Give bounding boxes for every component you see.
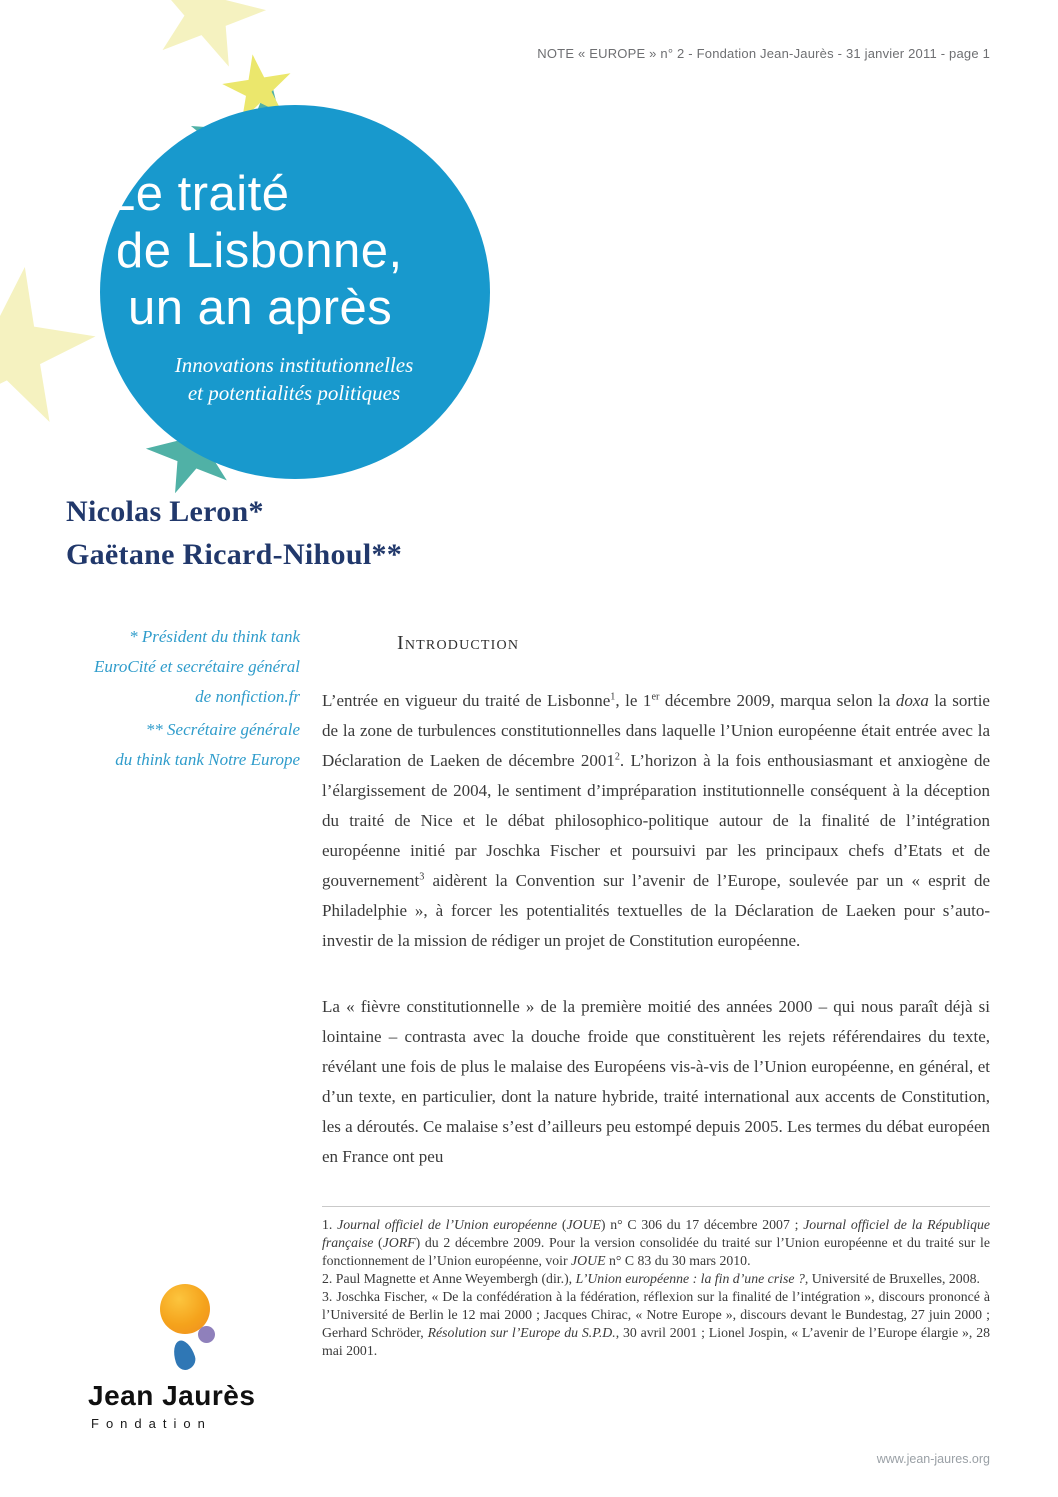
author-notes xyxy=(58,622,300,775)
title-line-3: un an après xyxy=(128,281,393,335)
author-note-2 xyxy=(58,715,300,775)
document-title xyxy=(108,166,480,407)
logo-subtitle: Fondation xyxy=(91,1416,212,1431)
title-line-2: de Lisbonne, xyxy=(116,224,403,278)
footnote-3: 3. Joschka Fischer, « De la confédération à la fédération, réflexion sur la finalité de l’intégration », discours prononcé à l’Université de Berlin le 12 mai 2000 ; Jacques Chirac, « Notre Europe », discours devant le Bundestag, 27 juin 2000 ; Gerhard Schröder, Résolution sur l’Europe du S.P.D., 30 avril 2001 ; Lionel Jospin, « L’avenir de l’Europe élargie », 28 mai 2001. xyxy=(322,1289,990,1358)
author-note-line: ** Secrétaire générale xyxy=(145,720,300,739)
author-note-line: EuroCité et secrétaire général xyxy=(94,657,300,676)
page-header: NOTE « EUROPE » n° 2 - Fondation Jean-Jaurès - 31 janvier 2011 - page 1 xyxy=(537,46,990,61)
star-icon xyxy=(0,254,108,442)
footnote-separator xyxy=(322,1206,990,1207)
authors-block xyxy=(66,490,402,576)
author-name-2: Gaëtane Ricard-Nihoul** xyxy=(66,538,403,571)
jean-jaures-logo-mark-icon xyxy=(88,1280,288,1380)
subtitle-line-1: Innovations institutionnelles xyxy=(174,353,414,377)
author-note-line: de nonfiction.fr xyxy=(195,687,300,706)
author-name-1: Nicolas Leron* xyxy=(66,495,264,528)
author-note-line: * Président du think tank xyxy=(129,627,300,646)
footnote-1: 1. Journal officiel de l’Union européenne (JOUE) n° C 306 du 17 décembre 2007 ; Journal officiel de la République française (JORF) du 2 décembre 2009. Pour la version consolidée du traité sur l’Union européenne et du traité sur le fonctionnement de l’Union européenne, voir JOUE n° C 83 du 30 mars 2010. xyxy=(322,1217,991,1268)
footnote-2: 2. Paul Magnette et Anne Weyembergh (dir.), L’Union européenne : la fin d’une crise ?, Université de Bruxelles, 2008. xyxy=(322,1271,980,1286)
jean-jaures-logo xyxy=(88,1280,288,1431)
logo-title: Jean Jaurès xyxy=(88,1380,256,1411)
author-note-1 xyxy=(58,622,300,712)
title-line-1: Le traité xyxy=(108,167,290,221)
author-note-line: du think tank Notre Europe xyxy=(115,750,300,769)
body-paragraph-1: L’entrée en vigueur du traité de Lisbonne$^1$, le 1er décembre 2009, marqua selon la doxa la sortie de la zone de turbulences constitutionnelles dans laquelle l’Union européenne était entrée avec la Déclaration de Laeken de décembre 2001$^2$. L’horizon à la fois enthousiasmant et anxiogène de l’élargissement de 2004, le sentiment d’impréparation institutionnelle conséquent à la déception du traité de Nice et le débat philosophico-politique autour de la finalité de l’intégration européenne initié par Joschka Fischer et poursuivi par les principaux chefs d’Etats et de gouvernement$^3$ aidèrent la Convention sur l’avenir de l’Europe, soulevée par un « esprit de Philadelphie », à forcer les potentialités textuelles de la Déclaration de Laeken pour s’auto-investir de la mission de rédiger un projet de Constitution européenne. xyxy=(322,691,990,950)
introduction-heading: Introduction xyxy=(397,632,520,654)
subtitle-line-2: et potentialités politiques xyxy=(187,381,401,405)
footer-url[interactable]: www.jean-jaures.org xyxy=(876,1452,990,1466)
body-paragraph-2: La « fièvre constitutionnelle » de la première moitié des années 2000 – qui nous paraît déjà si lointaine – contrasta avec la douche froide que constituèrent les rejets référendaires du texte, révélant une fois de plus le malaise des Européens vis-à-vis de l’Union européenne, en général, et d’un texte, en particulier, dont la nature hybride, traité international aux accents de Constitution, les a déroutés. Ce malaise s’est d’ailleurs peu estompé depuis 2005. Les termes du débat européen en France ont peu xyxy=(322,997,990,1166)
main-column xyxy=(322,628,990,1360)
logo-purple-ball-icon xyxy=(198,1326,215,1343)
footnotes-section xyxy=(322,1216,990,1360)
title-subtitle xyxy=(108,351,480,407)
logo-blue-drop-icon xyxy=(170,1338,198,1373)
